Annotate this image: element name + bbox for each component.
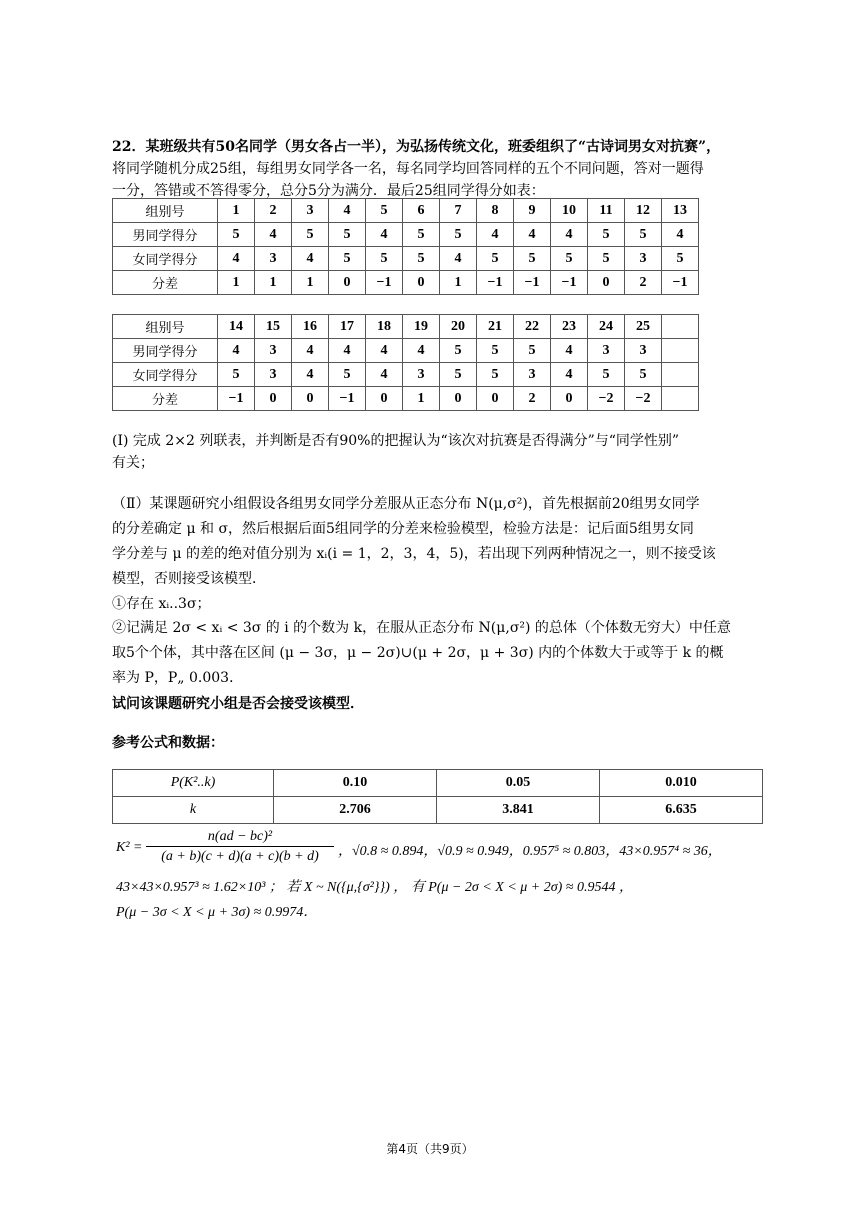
- table-cell: 4: [218, 247, 255, 271]
- table-cell: 4: [477, 223, 514, 247]
- condition-1: ①存在 xᵢ..3σ；: [112, 596, 211, 612]
- table-cell: −1: [329, 387, 366, 411]
- k2-lhs: K² =: [116, 840, 143, 855]
- ref-cell: P(K²..k): [113, 770, 274, 797]
- question: [112, 693, 762, 715]
- table-cell: 22: [514, 315, 551, 339]
- table-cell: 5: [477, 339, 514, 363]
- table-cell: 5: [329, 223, 366, 247]
- table-cell: 4: [366, 223, 403, 247]
- formula-data-2: [116, 876, 766, 896]
- ref-cell: 0.010: [600, 770, 763, 797]
- row-label: 男同学得分: [113, 223, 218, 247]
- part-2-line-4: 模型，否则接受该模型．: [112, 571, 266, 587]
- table-cell: 5: [366, 199, 403, 223]
- row-label: 女同学得分: [113, 363, 218, 387]
- table-cell: 7: [440, 199, 477, 223]
- part-2-line-2: 的分差确定 μ 和 σ，然后根据后面5组同学的分差来检验模型，检验方法是：记后面5组男女同: [112, 521, 694, 537]
- score-diff-row: [113, 387, 699, 411]
- female-score-row: [113, 247, 699, 271]
- table-cell: 20: [440, 315, 477, 339]
- part-2: [112, 492, 762, 691]
- intro-line-3: 一分，答错或不答得零分，总分5分为满分．最后25组同学得分如表：: [112, 183, 545, 199]
- table-cell: 4: [292, 363, 329, 387]
- table-cell: 4: [551, 339, 588, 363]
- reference-row-probability: [113, 770, 763, 797]
- reference-row-k: [113, 797, 763, 824]
- row-label: 组别号: [113, 199, 218, 223]
- table-cell: 4: [514, 223, 551, 247]
- table-cell: 3: [514, 363, 551, 387]
- table-cell: 3: [255, 363, 292, 387]
- condition-2-line-3: 率为 P，P„ 0.003．: [112, 670, 244, 686]
- part-2-line-1: （Ⅱ）某课题研究小组假设各组男女同学分差服从正态分布 N(μ,σ²)，首先根据前20组男女同学: [112, 496, 700, 512]
- k2-denominator: (a + b)(c + d)(a + c)(b + d): [161, 849, 319, 864]
- table-cell: 0: [477, 387, 514, 411]
- table-cell: 3: [403, 363, 440, 387]
- table-cell: 4: [366, 363, 403, 387]
- table-cell: 19: [403, 315, 440, 339]
- intro-line-2: 将同学随机分成25组，每组男女同学各一名，每名同学均回答同样的五个不同问题，答对一题得: [112, 161, 704, 177]
- table-cell: 21: [477, 315, 514, 339]
- table-cell: 6: [403, 199, 440, 223]
- table-cell: 5: [440, 223, 477, 247]
- table-cell: −1: [514, 271, 551, 295]
- problem-number: 22．: [112, 139, 146, 155]
- table-cell: 5: [588, 247, 625, 271]
- table-cell: [662, 363, 699, 387]
- table-cell: −1: [477, 271, 514, 295]
- table-cell: 4: [255, 223, 292, 247]
- part-1-line-1: (I) 完成 2×2 列联表，并判断是否有90%的把握认为“该次对抗赛是否得满分”与“同学性别”: [112, 433, 680, 449]
- group-number-row: [113, 199, 699, 223]
- k2-numerator: n(ad − bc)²: [146, 828, 334, 847]
- data-line-3: P(μ − 3σ < X < μ + 3σ) ≈ 0.9974．: [116, 905, 318, 920]
- reference-title: [112, 732, 762, 754]
- table-cell: 1: [218, 199, 255, 223]
- table-cell: 4: [329, 339, 366, 363]
- condition-2-line-1: ②记满足 2σ < xᵢ < 3σ 的 i 的个数为 k，在服从正态分布 N(μ,σ²) 的总体（个体数无穷大）中任意: [112, 620, 731, 636]
- table-cell: 12: [625, 199, 662, 223]
- table-cell: 1: [255, 271, 292, 295]
- table-cell: 5: [662, 247, 699, 271]
- table-cell: 3: [292, 199, 329, 223]
- table-cell: 1: [403, 387, 440, 411]
- table-cell: 5: [440, 363, 477, 387]
- table-cell: 16: [292, 315, 329, 339]
- table-cell: 1: [440, 271, 477, 295]
- ref-cell: 0.05: [437, 770, 600, 797]
- table-cell: 24: [588, 315, 625, 339]
- part-1-line-2: 有关；: [112, 455, 154, 471]
- table-cell: −1: [366, 271, 403, 295]
- page-footer: 第4页（共9页）: [386, 1142, 474, 1156]
- female-score-row: [113, 363, 699, 387]
- score-table-2: [112, 314, 699, 411]
- table-cell: 4: [292, 247, 329, 271]
- row-label: 组别号: [113, 315, 218, 339]
- ref-cell: 0.10: [274, 770, 437, 797]
- data-line-2: 43×43×0.957³ ≈ 1.62×10³ ； 若 X ~ N({μ,{σ²}}) ， 有 P(μ − 2σ < X < μ + 2σ) ≈ 0.9544 ，: [116, 880, 633, 895]
- table-cell: 5: [366, 247, 403, 271]
- table-cell: 4: [551, 363, 588, 387]
- table-cell: 1: [218, 271, 255, 295]
- ref-cell: 2.706: [274, 797, 437, 824]
- table-cell: 5: [329, 363, 366, 387]
- table-cell: −1: [218, 387, 255, 411]
- row-label: 男同学得分: [113, 339, 218, 363]
- table-cell: 0: [366, 387, 403, 411]
- data-line-1: ，√0.8 ≈ 0.894，√0.9 ≈ 0.949，0.957⁵ ≈ 0.803，43×0.957⁴ ≈ 36，: [338, 844, 722, 859]
- condition-2-line-2: 取5个个体，其中落在区间 (μ − 3σ，μ − 2σ)∪(μ + 2σ，μ + 3σ) 内的个体数大于或等于 k 的概: [112, 645, 724, 661]
- table-cell: 0: [588, 271, 625, 295]
- table-cell: 3: [625, 247, 662, 271]
- k2-fraction: [146, 828, 334, 867]
- table-cell: 4: [403, 339, 440, 363]
- table-cell: 0: [551, 387, 588, 411]
- table-cell: 10: [551, 199, 588, 223]
- table-cell: 5: [292, 223, 329, 247]
- table-cell: 4: [551, 223, 588, 247]
- formula-data-3: [116, 901, 766, 921]
- table-cell: 25: [625, 315, 662, 339]
- table-cell: 5: [403, 223, 440, 247]
- table-cell: 4: [440, 247, 477, 271]
- male-score-row: [113, 223, 699, 247]
- table-cell: 4: [366, 339, 403, 363]
- table-cell: [662, 339, 699, 363]
- table-cell: −2: [625, 387, 662, 411]
- table-cell: 2: [625, 271, 662, 295]
- reference-title-text: 参考公式和数据：: [112, 735, 224, 751]
- table-cell: 1: [292, 271, 329, 295]
- table-cell: 5: [588, 223, 625, 247]
- table-cell: [662, 315, 699, 339]
- table-cell: 2: [255, 199, 292, 223]
- table-cell: 0: [292, 387, 329, 411]
- table-cell: 14: [218, 315, 255, 339]
- table-cell: 5: [514, 339, 551, 363]
- table-cell: 17: [329, 315, 366, 339]
- table-cell: −2: [588, 387, 625, 411]
- table-cell: 4: [292, 339, 329, 363]
- table-cell: 0: [329, 271, 366, 295]
- table-cell: 11: [588, 199, 625, 223]
- table-cell: 3: [255, 339, 292, 363]
- ref-cell: 6.635: [600, 797, 763, 824]
- question-text: 试问该课题研究小组是否会接受该模型．: [112, 696, 364, 712]
- table-cell: 5: [403, 247, 440, 271]
- male-score-row: [113, 339, 699, 363]
- table-cell: 5: [625, 223, 662, 247]
- table-cell: 9: [514, 199, 551, 223]
- table-cell: 0: [403, 271, 440, 295]
- table-cell: 4: [218, 339, 255, 363]
- problem-intro: [112, 136, 762, 202]
- ref-cell: k: [113, 797, 274, 824]
- table-cell: 3: [255, 247, 292, 271]
- table-cell: 0: [440, 387, 477, 411]
- table-cell: 5: [588, 363, 625, 387]
- table-cell: 4: [329, 199, 366, 223]
- table-cell: 3: [625, 339, 662, 363]
- table-cell: 5: [514, 247, 551, 271]
- group-number-row: [113, 315, 699, 339]
- table-cell: 5: [218, 363, 255, 387]
- table-cell: 8: [477, 199, 514, 223]
- table-cell: 5: [477, 363, 514, 387]
- score-diff-row: [113, 271, 699, 295]
- table-cell: 2: [514, 387, 551, 411]
- intro-line-1: 22．某班级共有50名同学（男女各占一半），为弘扬传统文化，班委组织了“古诗词男女对抗赛”，: [112, 139, 721, 155]
- part-2-line-3: 学分差与 μ 的差的绝对值分别为 xᵢ(i = 1，2，3，4，5)，若出现下列两种情况之一，则不接受该: [112, 546, 716, 562]
- table-cell: 5: [477, 247, 514, 271]
- row-label: 分差: [113, 271, 218, 295]
- table-cell: 5: [329, 247, 366, 271]
- table-cell: 15: [255, 315, 292, 339]
- part-1: [112, 430, 762, 474]
- formula-k2: [116, 828, 776, 872]
- table-cell: [662, 387, 699, 411]
- row-label: 分差: [113, 387, 218, 411]
- table-cell: −1: [551, 271, 588, 295]
- table-cell: 4: [662, 223, 699, 247]
- table-cell: 3: [588, 339, 625, 363]
- table-cell: 5: [551, 247, 588, 271]
- table-cell: 13: [662, 199, 699, 223]
- table-cell: −1: [662, 271, 699, 295]
- table-cell: 5: [440, 339, 477, 363]
- table-cell: 5: [625, 363, 662, 387]
- ref-cell: 3.841: [437, 797, 600, 824]
- table-cell: 18: [366, 315, 403, 339]
- score-table-1: [112, 198, 699, 295]
- reference-table: [112, 769, 763, 824]
- row-label: 女同学得分: [113, 247, 218, 271]
- table-cell: 23: [551, 315, 588, 339]
- table-cell: 5: [218, 223, 255, 247]
- table-cell: 0: [255, 387, 292, 411]
